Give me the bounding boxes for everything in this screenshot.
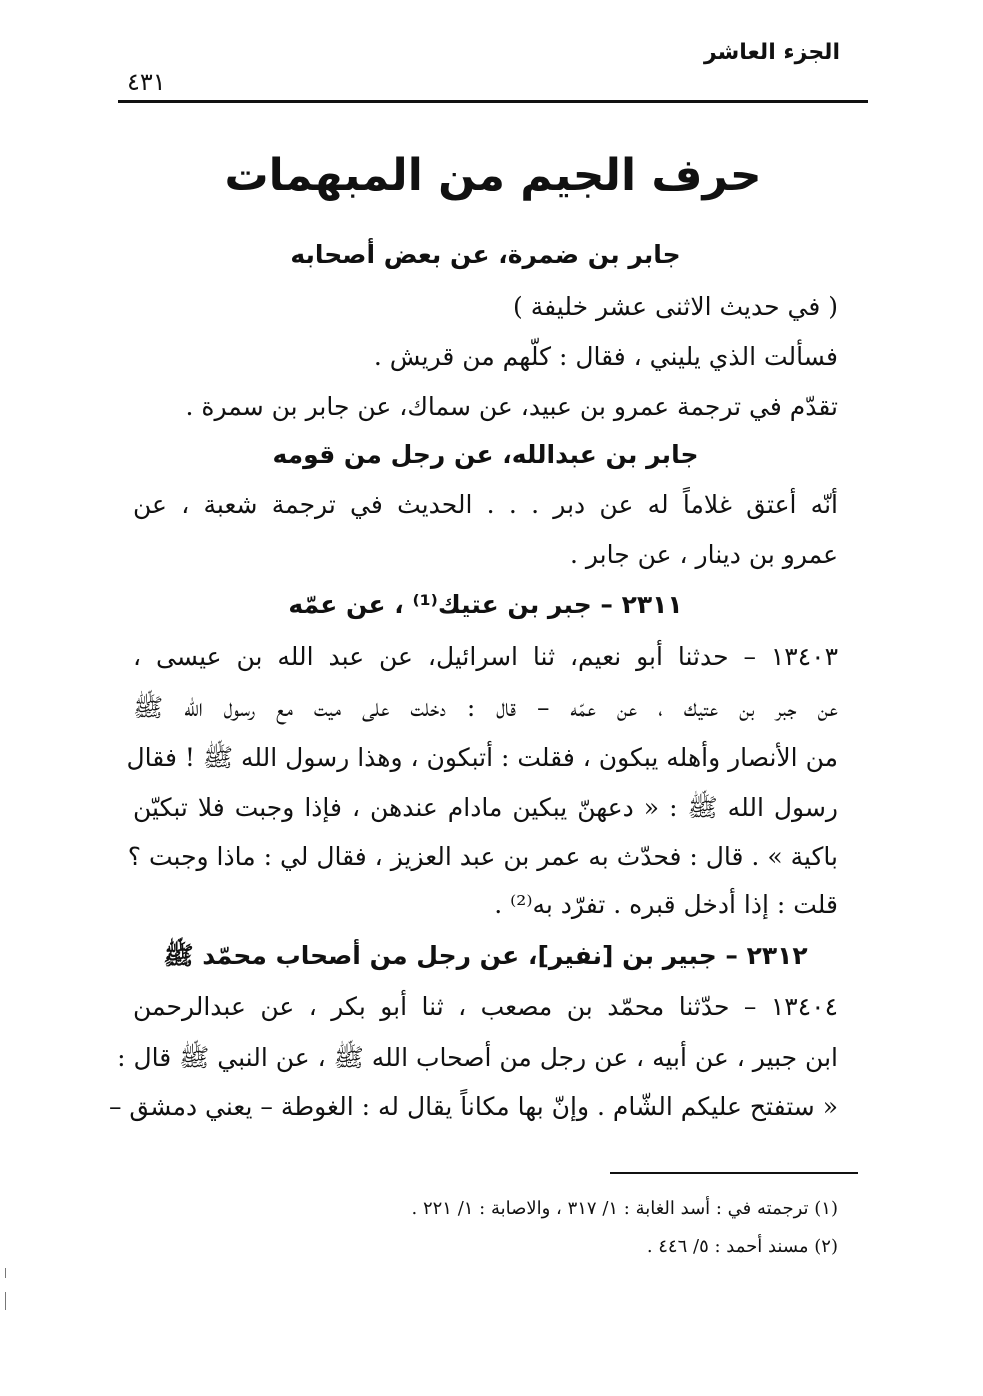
section-heading: ٢٣١٢ – جبير بن [نفير]، عن رجل من أصحاب محمّد ﷺ <box>163 941 808 970</box>
chapter-title: حرف الجيم من المبهمات <box>224 150 762 201</box>
body-line: عمرو بن دينار ، عن جابر . <box>569 540 838 569</box>
body-line: تقدّم في ترجمة عمرو بن عبيد، عن سماك، عن جابر بن سمرة . <box>185 392 838 421</box>
hadith-line: « ستفتح عليكم الشّام . وإنّ بها مكاناً يقال له : الغوطة – يعني دمشق – <box>108 1092 838 1121</box>
footnote: (١) ترجمته في : أسد الغابة : ١/ ٣١٧ ، والاصابة : ١/ ٢٢١ . <box>411 1198 838 1219</box>
section-heading: جابر بن ضمرة، عن بعض أصحابه <box>290 240 681 269</box>
hadith-line: من الأنصار وأهله يبكون ، فقلت : أتبكون ، وهذا رسول الله ﷺ ! فقال <box>126 743 838 772</box>
scan-margin-mark <box>5 1292 6 1310</box>
hadith-line: ١٣٤٠٤ – حدّثنا محمّد بن مصعب ، ثنا أبو بكر ، عن عبدالرحمن <box>133 992 838 1021</box>
hadith-line: قلت : إذا أدخل قبره . تفرّد به⁽²⁾ . <box>494 890 838 919</box>
hadith-line: ابن جبير ، عن أبيه ، عن رجل من أصحاب الله ﷺ ، عن النبي ﷺ قال : <box>117 1043 838 1072</box>
page-number: ٤٣١ <box>127 68 166 96</box>
header-rule <box>118 100 868 103</box>
body-line: ( في حديث الاثنى عشر خليفة ) <box>513 292 838 321</box>
running-title: الجزء العاشر <box>703 40 840 65</box>
section-heading: ٢٣١١ – جبر بن عتيك⁽¹⁾ ، عن عمّه <box>288 590 683 619</box>
footnote: (٢) مسند أحمد : ٥/ ٤٤٦ . <box>646 1236 838 1257</box>
hadith-line: ١٣٤٠٣ – حدثنا أبو نعيم، ثنا اسرائيل، عن عبد الله بن عيسى ، <box>133 642 838 671</box>
hadith-line: عن جبر بن عتيك ، عن عمّه – قال : دخلت على ميت مع رسول الله ﷺ <box>133 693 838 722</box>
scan-margin-mark <box>5 1268 6 1278</box>
body-line: فسألت الذي يليني ، فقال : كلّهم من قريش . <box>373 342 838 371</box>
body-line: أنّه أعتق غلاماً له عن دبر . . . الحديث في ترجمة شعبة ، عن <box>133 490 838 519</box>
section-heading: جابر بن عبدالله، عن رجل من قومه <box>272 440 699 469</box>
footnote-rule <box>610 1172 858 1174</box>
hadith-line: باكية » . قال : فحدّث به عمر بن عبد العزيز ، فقال لي : ماذا وجبت ؟ <box>127 842 838 871</box>
hadith-line: رسول الله ﷺ : « دعهنّ يبكين مادام عندهن ، فإذا وجبت فلا تبكيّن <box>133 793 838 822</box>
